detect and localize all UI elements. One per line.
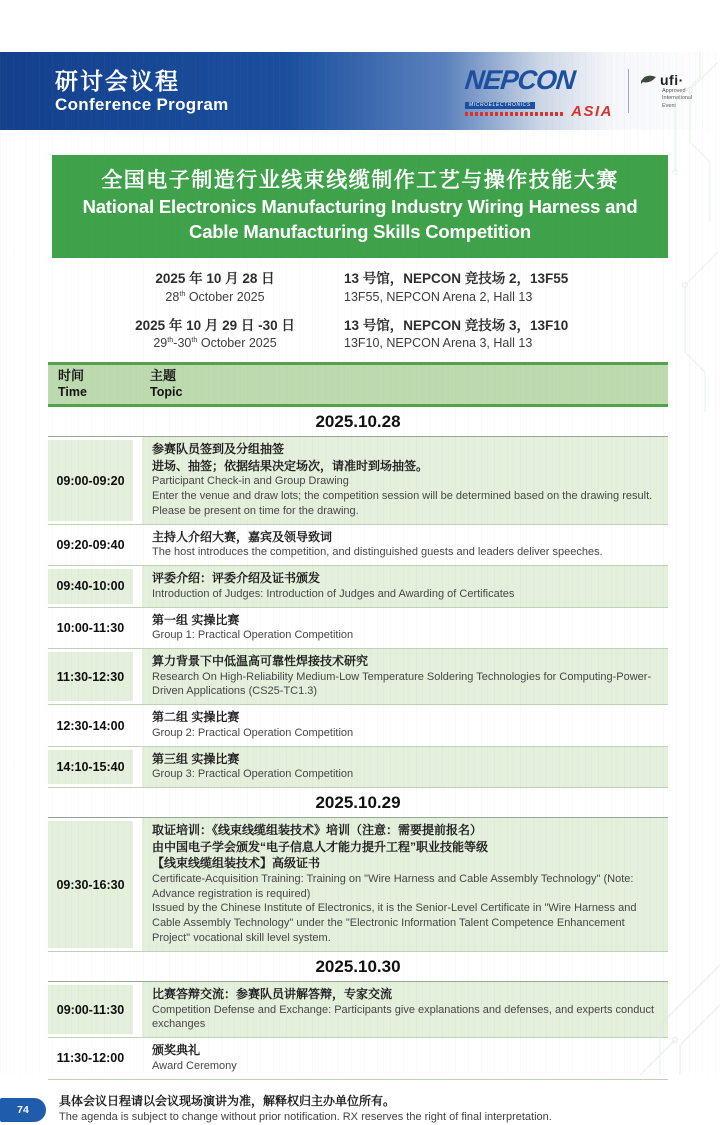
nepcon-asia-logo	[463, 64, 617, 120]
header-titles	[55, 67, 229, 116]
table-header	[48, 362, 668, 408]
session2-date-en: 29th-30th October 2025	[153, 335, 277, 351]
nepcon-microelectronics-label: MICROELECTRONICS	[465, 102, 535, 109]
session-info-block	[100, 269, 620, 352]
topic-line-zh: 主持人介绍大赛，嘉宾及领导致词	[152, 529, 333, 544]
ufi-logo	[640, 72, 696, 110]
session2-venue-zh: 13 号馆，NEPCON 竞技场 3，13F10	[344, 317, 569, 333]
schedule-row	[48, 818, 668, 952]
topic-line-zh: 颁奖典礼	[152, 1043, 201, 1058]
topic-line-en: Group 3: Practical Operation Competition	[152, 768, 354, 781]
topic-line-en: The host introduces the competition, and distinguished guests and leaders deliver speeches.	[152, 546, 603, 559]
topic-line-en: Issued by the Chinese Institute of Electronics, it is the Senior-Level Certificate in "Wire Harness and Cable Assembly Technology" under the "Electronic Information Talent Competence Enhancement Project" vocational skill level system.	[152, 902, 637, 945]
session1-date-en: 28th October 2025	[165, 288, 265, 305]
topic-line-en: Award Ceremony	[152, 1059, 237, 1072]
topic-cell	[142, 1038, 668, 1078]
footer-note	[59, 1093, 552, 1125]
logo-group	[463, 64, 696, 120]
topic-line-zh: 算力背景下中低温高可靠性焊接技术研究	[152, 654, 369, 669]
schedule-row	[48, 1038, 668, 1079]
topic-line-en: Introduction of Judges: Introduction of Judges and Awarding of Certificates	[152, 587, 515, 600]
topic-line-en: Participant Check-in and Group Drawing	[152, 475, 349, 488]
ufi-wordmark: ufi·	[660, 71, 684, 88]
nepcon-chinese-tagline-bar	[465, 112, 563, 116]
footer-note-en: The agenda is subject to change without prior notification. RX reserves the right of final interpretation.	[59, 1110, 552, 1123]
schedule-table	[48, 362, 668, 1080]
nepcon-wordmark: NEPCON	[463, 64, 577, 95]
session2-venue-en: 13F10, NEPCON Arena 3, Hall 13	[344, 336, 533, 351]
topic-cell	[142, 818, 668, 951]
section-date-header: 2025.10.29	[48, 788, 668, 818]
page-number-badge: 74	[0, 1098, 46, 1122]
time-cell: 14:10-15:40	[48, 750, 133, 784]
competition-title-banner	[52, 155, 668, 258]
topic-line-en: Enter the venue and draw lots; the competition session will be determined based on the drawing result. Please be present on time for the drawing.	[152, 490, 653, 518]
footer	[0, 1093, 720, 1125]
schedule-row	[48, 649, 668, 705]
topic-line-en: Certificate-Acquisition Training: Training on "Wire Harness and Cable Assembly Technology" (Note: Advance registration is required)	[152, 872, 634, 900]
time-cell: 10:00-11:30	[56, 620, 125, 635]
topic-cell	[142, 649, 668, 704]
topic-line-en: Research On High-Reliability Medium-Low Temperature Soldering Technologies for Computing-Power-Driven Applications (CS25-TC1.3)	[152, 670, 652, 698]
ufi-approved-label: Approved International Event	[662, 87, 693, 109]
topic-cell	[142, 608, 668, 648]
session1-date-zh: 2025 年 10 月 28 日	[155, 271, 275, 287]
topic-cell	[142, 705, 668, 745]
column-header-topic	[140, 368, 668, 401]
schedule-row	[48, 437, 668, 525]
time-cell: 11:30-12:30	[48, 652, 133, 701]
topic-line-zh: 第一组 实操比赛	[152, 612, 240, 627]
topic-line-zh: 参赛队员签到及分组抽签	[152, 442, 285, 457]
section-date-header: 2025.10.28	[48, 407, 668, 437]
footer-note-zh: 具体会议日程请以会议现场演讲为准，解释权归主办单位所有。	[59, 1093, 396, 1108]
schedule-row	[48, 566, 668, 607]
page-title-zh: 研讨会议程	[55, 67, 180, 94]
topic-line-en: Competition Defense and Exchange: Participants give explanations and defenses, and experts conduct exchanges	[152, 1003, 655, 1031]
topic-line-en: Group 2: Practical Operation Competition	[152, 726, 354, 739]
time-cell: 09:30-16:30	[48, 821, 133, 948]
session1-venue-en: 13F55, NEPCON Arena 2, Hall 13	[344, 289, 533, 304]
page-title-en: Conference Program	[55, 95, 229, 115]
topic-line-zh: 第三组 实操比赛	[152, 751, 240, 766]
topic-cell	[142, 982, 668, 1037]
topic-line-zh: 由中国电子学会颁发“电子信息人才能力提升工程”职业技能等级	[152, 839, 489, 854]
session1-venue-zh: 13 号馆，NEPCON 竞技场 2，13F55	[344, 271, 569, 287]
session-info-day1	[100, 269, 620, 306]
topic-line-zh: 比赛答辩交流：参赛队员讲解答辩，专家交流	[152, 986, 393, 1001]
time-header-en: Time	[58, 384, 87, 399]
header-banner	[0, 52, 720, 130]
time-cell: 09:00-11:30	[48, 985, 133, 1034]
section-date-header: 2025.10.30	[48, 952, 668, 982]
topic-cell	[142, 747, 668, 787]
topic-line-zh: 进场、抽签；依据结果决定场次，请准时到场抽签。	[152, 458, 429, 473]
schedule-row	[48, 525, 668, 566]
topic-header-zh: 主题	[150, 367, 177, 383]
nepcon-asia-label: ASIA	[571, 102, 613, 120]
schedule-row	[48, 982, 668, 1038]
logo-divider	[628, 69, 629, 113]
schedule-row	[48, 747, 668, 788]
competition-title-zh: 全国电子制造行业线束线缆制作工艺与操作技能大赛	[101, 169, 619, 192]
time-cell: 09:00-09:20	[48, 440, 133, 521]
topic-cell	[142, 566, 668, 606]
session2-date-zh: 2025 年 10 月 29 日 -30 日	[135, 317, 295, 333]
topic-cell	[142, 437, 668, 524]
topic-line-en: Group 1: Practical Operation Competition	[152, 629, 354, 642]
time-cell: 09:20-09:40	[56, 538, 125, 553]
schedule	[48, 407, 668, 1079]
time-cell: 09:40-10:00	[48, 569, 133, 603]
column-header-time	[48, 368, 140, 401]
topic-line-zh: 【线束线缆组装技术】高级证书	[152, 856, 321, 871]
time-cell: 12:30-14:00	[56, 718, 125, 733]
schedule-row	[48, 705, 668, 746]
session-info-day2	[100, 316, 620, 353]
competition-title-en: National Electronics Manufacturing Industry Wiring Harness and Cable Manufacturing Skills Competition	[82, 196, 638, 243]
time-header-zh: 时间	[58, 367, 85, 383]
topic-line-zh: 第二组 实操比赛	[152, 710, 240, 725]
topic-line-zh: 取证培训：《线束线缆组装技术》培训（注意：需要提前报名）	[152, 823, 483, 838]
schedule-row	[48, 608, 668, 649]
topic-header-en: Topic	[150, 384, 183, 399]
topic-line-zh: 评委介绍：评委介绍及证书颁发	[152, 571, 321, 586]
ufi-leaf-icon	[640, 75, 658, 85]
time-cell: 11:30-12:00	[56, 1051, 125, 1066]
topic-cell	[142, 525, 668, 565]
